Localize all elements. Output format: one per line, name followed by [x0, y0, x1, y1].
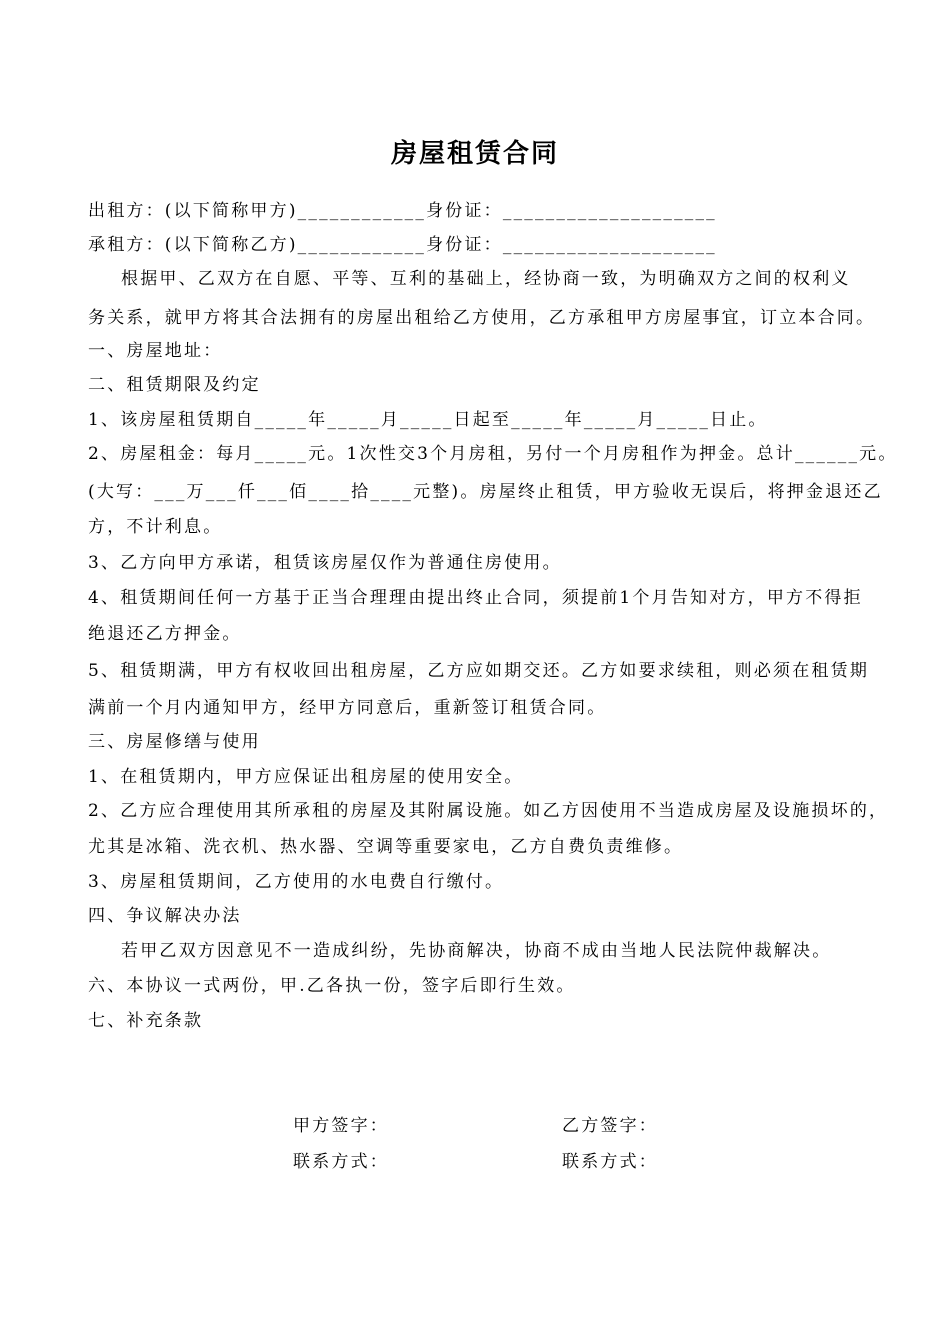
- preamble-line-1: 根据甲、乙双方在自愿、平等、互利的基础上，经协商一致，为明确双方之间的权利义: [121, 269, 851, 289]
- clause-4-text: 若甲乙双方因意见不一造成纠纷，先协商解决，协商不成由当地人民法院仲裁解决。: [121, 941, 832, 961]
- section-2-heading: 二、租赁期限及约定: [88, 375, 261, 395]
- preamble-line-2: 务关系，就甲方将其合法拥有的房屋出租给乙方使用，乙方承租甲方房屋事宜，订立本合同。: [88, 308, 876, 328]
- party-a-signature-label: 甲方签字：: [293, 1116, 389, 1136]
- party-b-signature-label: 乙方签字：: [562, 1116, 658, 1136]
- lessee-line: 承租方：(以下简称乙方)____________身份证：____________________: [88, 235, 717, 255]
- section-3-heading: 三、房屋修缮与使用: [88, 732, 261, 752]
- clause-2-3: 3、乙方向甲方承诺，租赁该房屋仅作为普通住房使用。: [88, 553, 562, 573]
- clause-3-1: 1、在租赁期内，甲方应保证出租房屋的使用安全。: [88, 767, 524, 787]
- section-4-heading: 四、争议解决办法: [88, 906, 242, 926]
- section-7-heading: 七、补充条款: [88, 1011, 204, 1031]
- section-1-heading: 一、房屋地址：: [88, 341, 223, 361]
- clause-2-4-line-2: 绝退还乙方押金。: [88, 624, 242, 644]
- clause-2-1: 1、该房屋租赁期自_____年_____月_____日起至_____年_____月_____日止。: [88, 410, 768, 430]
- document-title: 房屋租赁合同: [390, 139, 559, 169]
- clause-2-2-line-2: (大写：___万___仟___佰____拾____元整)。房屋终止租赁，甲方验收无误后，将押金退还乙: [88, 482, 883, 502]
- clause-2-4-line-1: 4、租赁期间任何一方基于正当合理理由提出终止合同，须提前1个月告知对方，甲方不得拒: [88, 588, 863, 608]
- clause-2-2-line-3: 方，不计利息。: [88, 517, 223, 537]
- clause-3-2-line-2: 尤其是冰箱、洗衣机、热水器、空调等重要家电，乙方自费负责维修。: [88, 837, 684, 857]
- clause-3-3: 3、房屋租赁期间，乙方使用的水电费自行缴付。: [88, 872, 505, 892]
- clause-3-2-line-1: 2、乙方应合理使用其所承租的房屋及其附属设施。如乙方因使用不当造成房屋及设施损坏的，: [88, 801, 889, 821]
- clause-2-2-line-1: 2、房屋租金：每月_____元。1次性交3个月房租，另付一个月房租作为押金。总计______元。: [88, 444, 898, 464]
- clause-2-5-line-1: 5、租赁期满，甲方有权收回出租房屋，乙方应如期交还。乙方如要求续租，则必须在租赁期: [88, 661, 870, 681]
- section-6-text: 六、本协议一式两份，甲.乙各执一份，签字后即行生效。: [88, 976, 576, 996]
- party-a-contact-label: 联系方式：: [293, 1152, 389, 1172]
- clause-2-5-line-2: 满前一个月内通知甲方，经甲方同意后，重新签订租赁合同。: [88, 698, 607, 718]
- lessor-line: 出租方：(以下简称甲方)____________身份证：____________________: [88, 201, 717, 221]
- party-b-contact-label: 联系方式：: [562, 1152, 658, 1172]
